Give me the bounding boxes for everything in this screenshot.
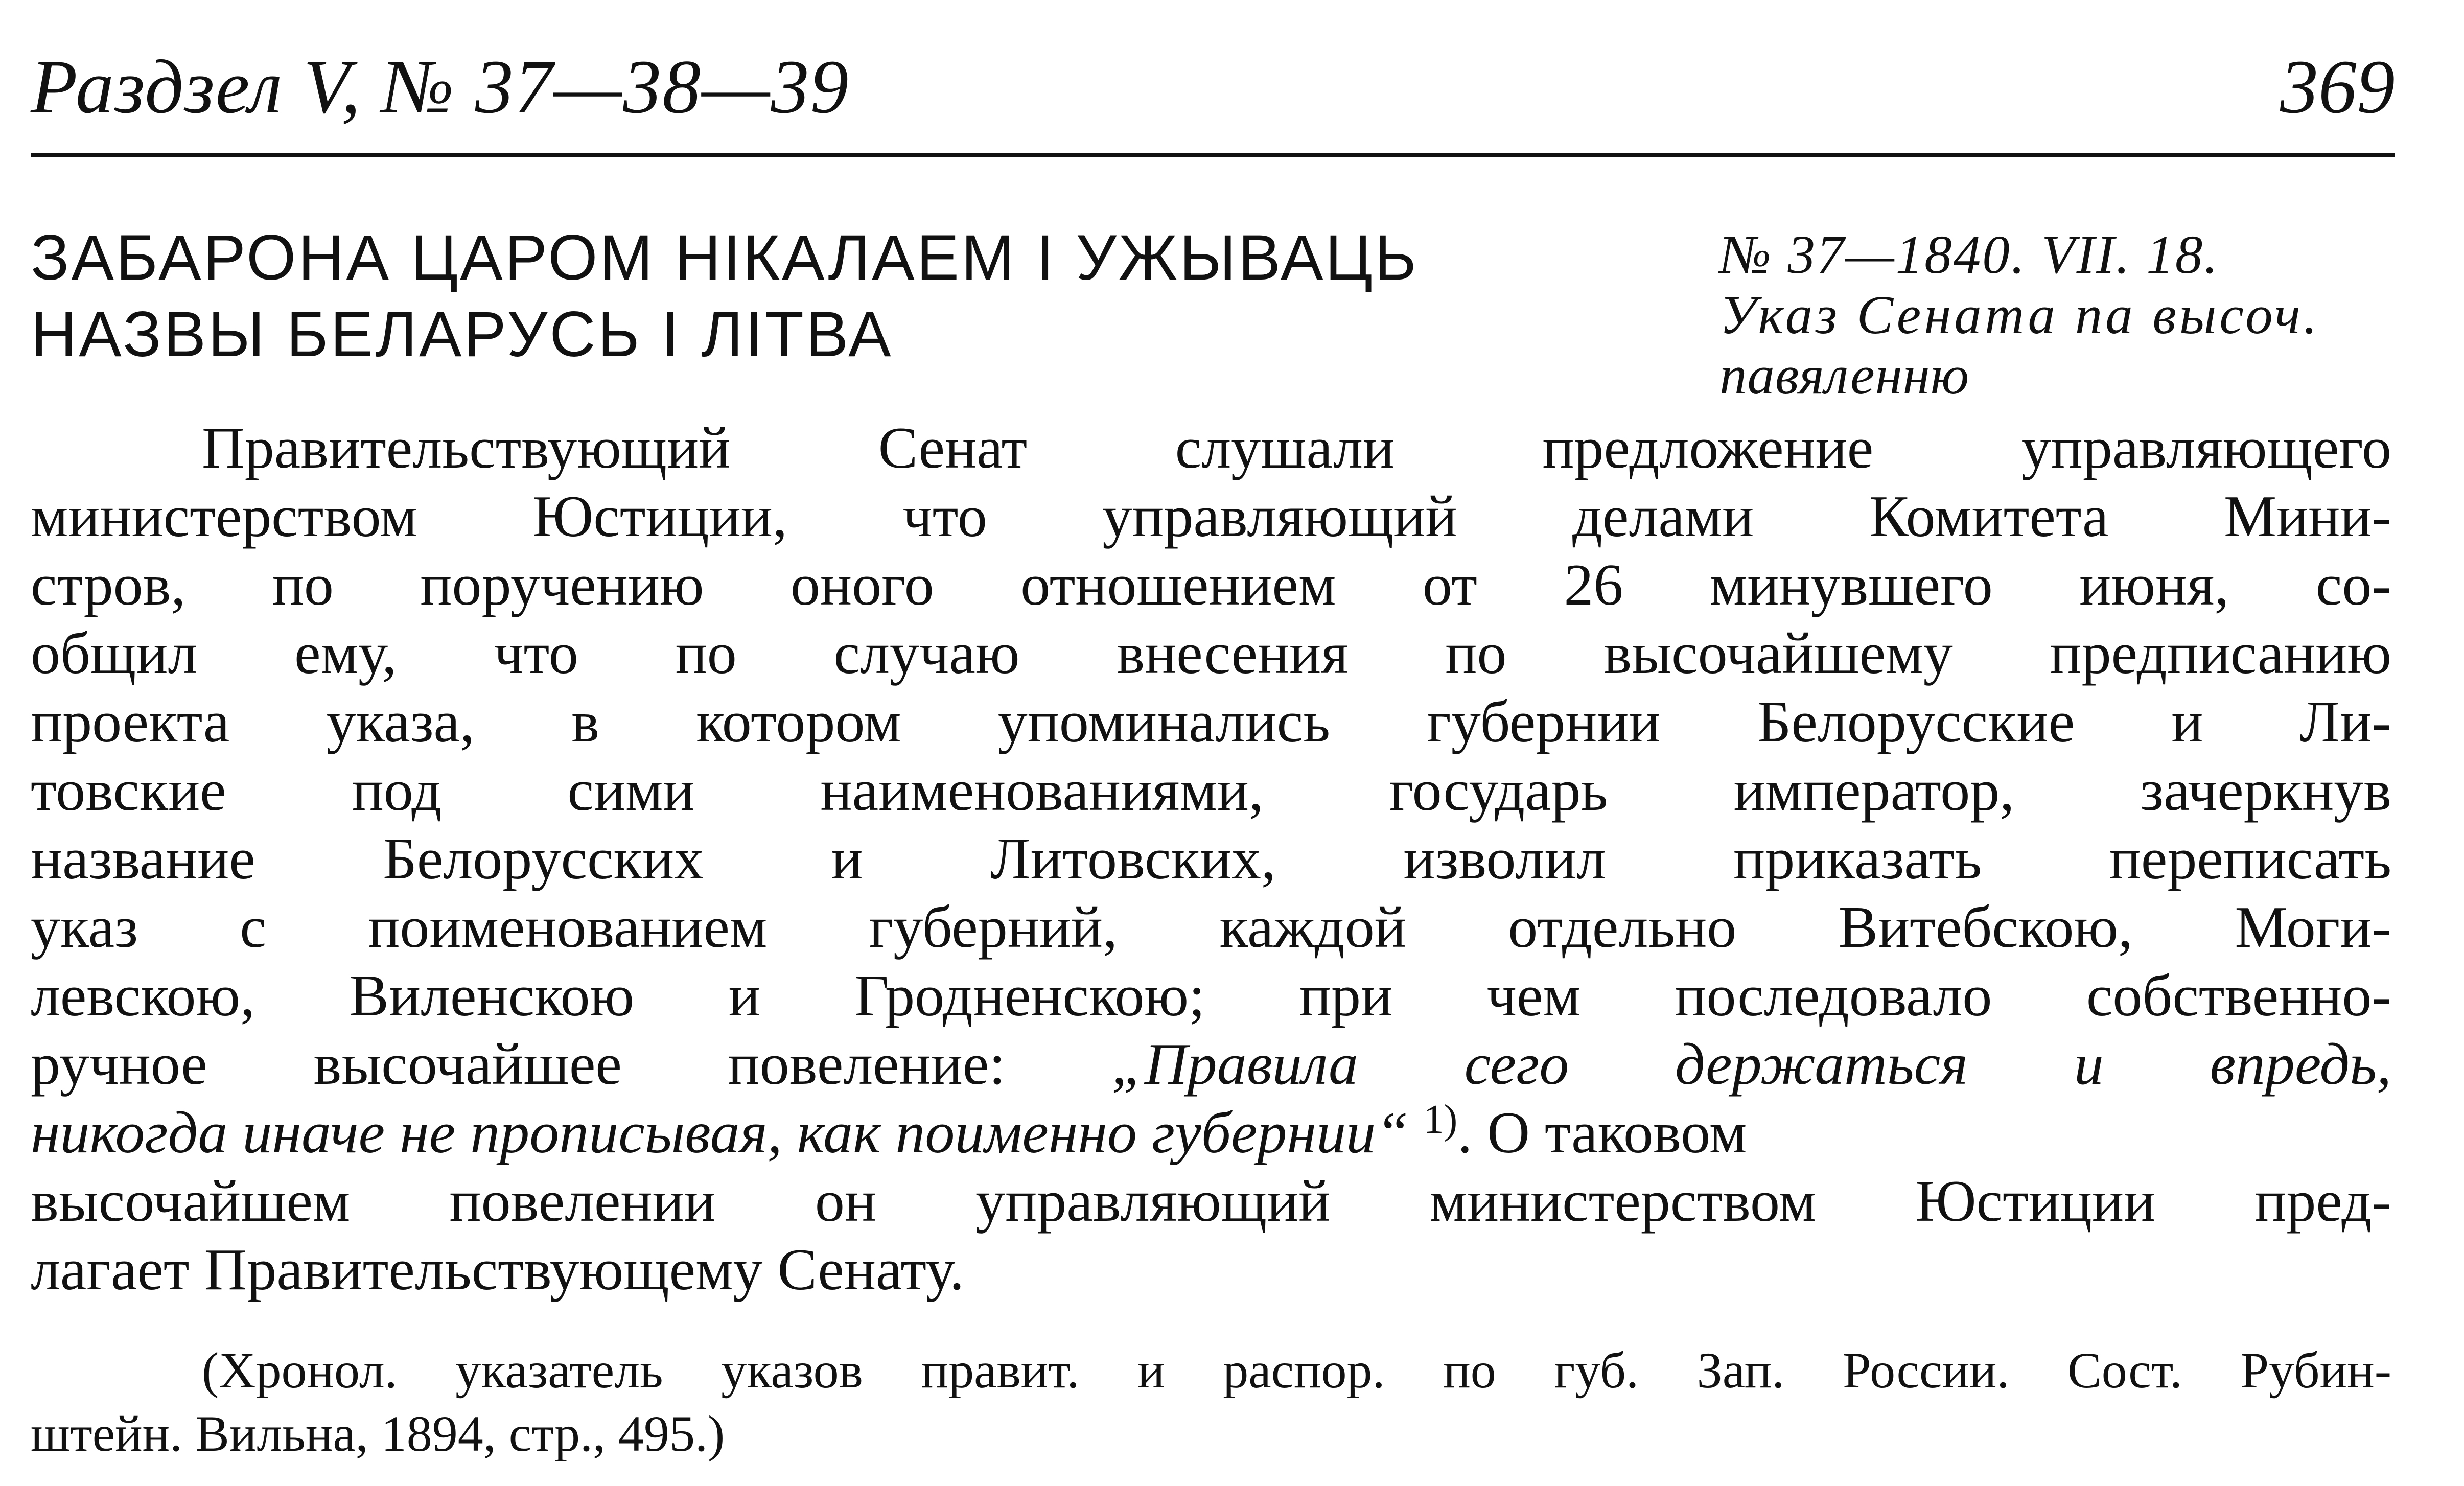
document-source-line: павяленню xyxy=(1719,345,1970,406)
body-line: высочайшем повелении он управляющий министерством Юстиции пред- xyxy=(31,1169,2391,1234)
imperial-quote: „Правила сего держаться и впредь, xyxy=(1111,1032,2391,1097)
running-head: Раздзел V, № 37—38—39 xyxy=(31,44,850,129)
body-line-with-quote xyxy=(31,1099,2391,1167)
body-line: левскою, Виленскою и Гродненскою; при чем последовало собственно- xyxy=(31,963,2391,1029)
body-line: Правительствующий Сенат слушали предложение управляющего xyxy=(202,415,2391,481)
body-line: стров, по поручению оного отношением от 26 минувшего июня, со- xyxy=(31,552,2391,618)
body-line: министерством Юстиции, что управляющий делами Комитета Мини- xyxy=(31,484,2391,549)
body-line: название Белорусских и Литовских, изволил приказать переписать xyxy=(31,826,2391,892)
body-line: указ с поименованием губерний, каждой отдельно Витебскою, Моги- xyxy=(31,895,2391,960)
body-text xyxy=(31,414,2391,1304)
body-text-segment: ручное высочайшее повеление: xyxy=(31,1032,1112,1097)
document-source-line: Указ Сената па высоч. xyxy=(1719,285,2320,345)
imperial-quote: никогда иначе не прописывая, как поименно губернии“ xyxy=(31,1100,1409,1166)
source-citation xyxy=(31,1339,2391,1466)
footnote-reference: 1) xyxy=(1423,1097,1458,1142)
citation-line: (Хронол. указатель указов правит. и распор. по губ. Зап. России. Сост. Рубин- xyxy=(202,1342,2391,1399)
title-line: ЗАБАРОНА ЦАРОМ НІКАЛАЕМ І УЖЫВАЦЬ xyxy=(31,222,1419,293)
body-line: товские под сими наименованиями, государь император, зачеркнув xyxy=(31,758,2391,823)
citation-line: штейн. Вильна, 1894, стр., 495.) xyxy=(31,1405,725,1462)
body-line-with-quote xyxy=(31,1030,2391,1099)
document-number-date: № 37—1840. VII. 18. xyxy=(1719,225,2220,285)
page-number: 369 xyxy=(2280,44,2395,129)
header-rule xyxy=(31,153,2395,157)
document-meta xyxy=(1719,225,2399,406)
body-text-segment: . О таковом xyxy=(1457,1100,1747,1166)
body-line: общил ему, что по случаю внесения по высочайшему предписанию xyxy=(31,621,2391,686)
body-line: лагает Правительствующему Сенату. xyxy=(31,1237,964,1303)
body-line: проекта указа, в котором упоминались губернии Белорусские и Ли- xyxy=(31,689,2391,755)
document-title xyxy=(31,220,1681,373)
title-line: НАЗВЫ БЕЛАРУСЬ І ЛІТВА xyxy=(31,299,893,370)
